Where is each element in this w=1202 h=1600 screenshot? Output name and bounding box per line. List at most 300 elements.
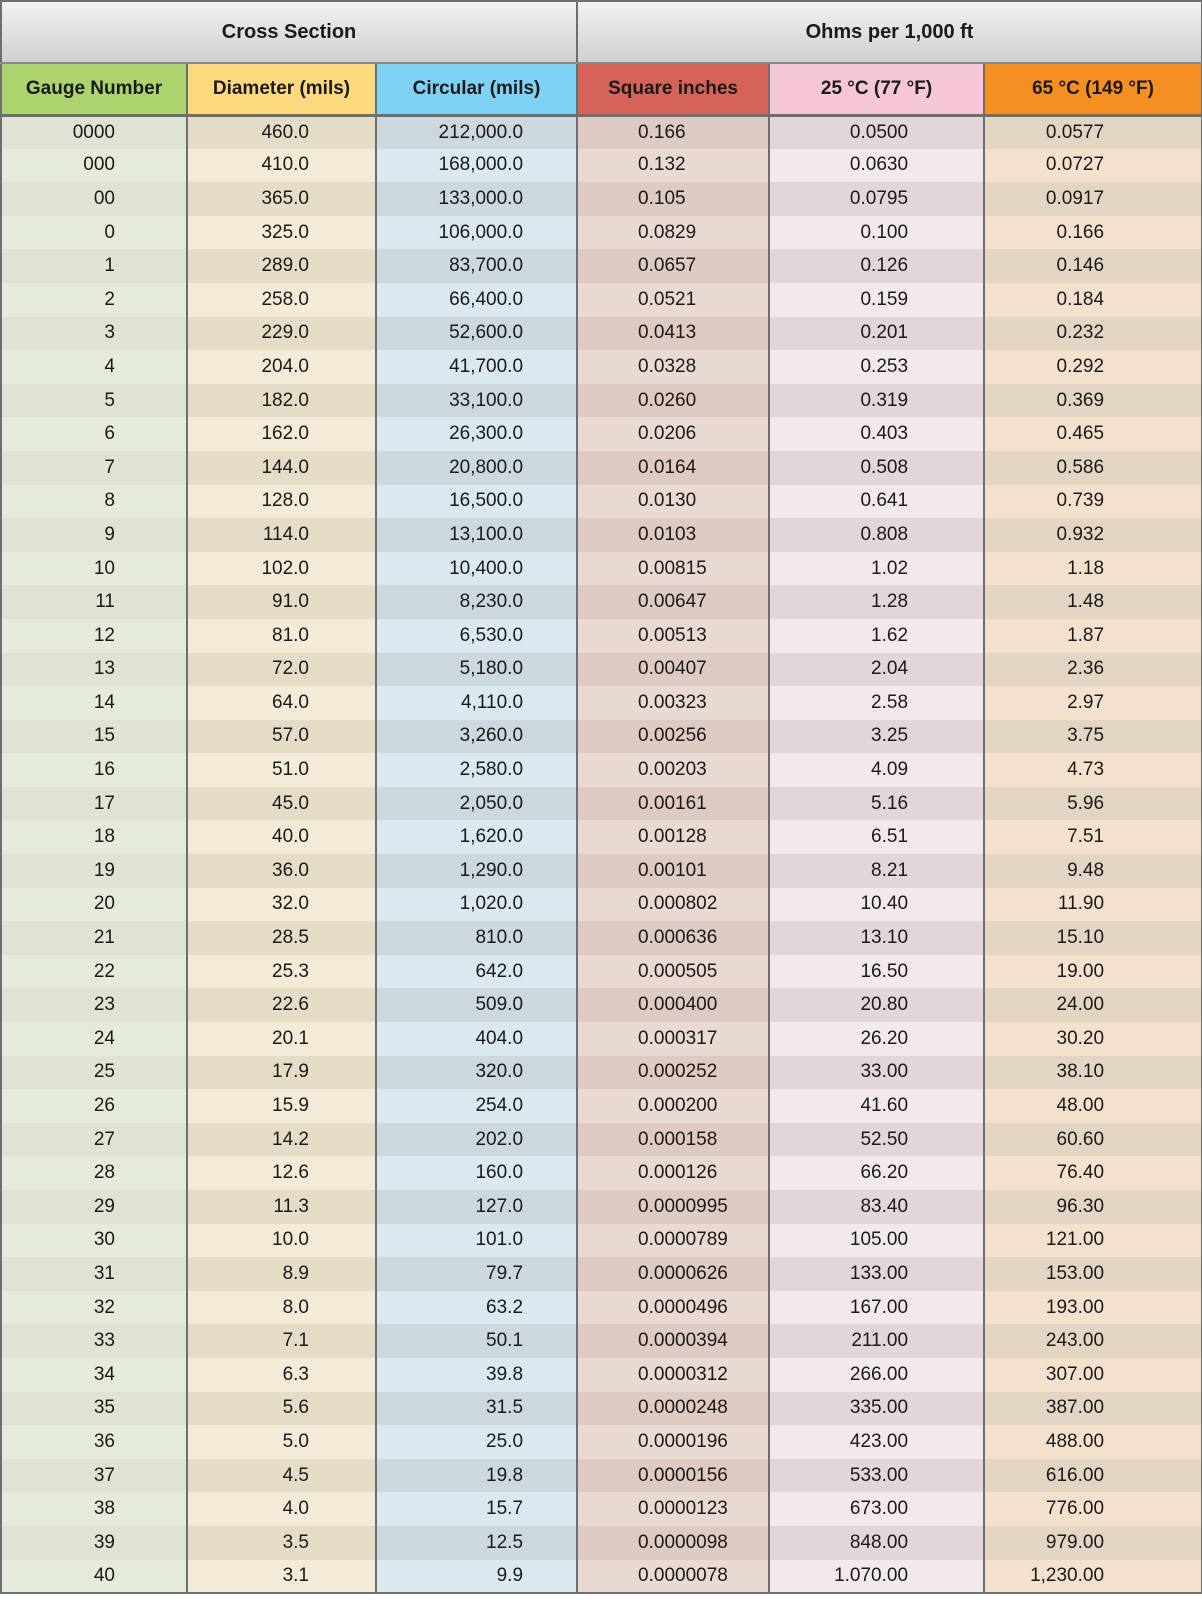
cell-gauge: 39 bbox=[1, 1526, 187, 1560]
table-row bbox=[1, 552, 1202, 586]
cell-diameter: 57.0 bbox=[187, 720, 376, 754]
cell-circular: 1,290.0 bbox=[376, 854, 577, 888]
cell-diameter: 8.9 bbox=[187, 1257, 376, 1291]
cell-circular: 810.0 bbox=[376, 921, 577, 955]
cell-circular: 4,110.0 bbox=[376, 686, 577, 720]
cell-square: 0.0000098 bbox=[577, 1526, 769, 1560]
cell-square: 0.00407 bbox=[577, 653, 769, 687]
table-row bbox=[1, 787, 1202, 821]
cell-gauge: 21 bbox=[1, 921, 187, 955]
cell-circular: 16,500.0 bbox=[376, 485, 577, 519]
cell-gauge: 14 bbox=[1, 686, 187, 720]
cell-gauge: 11 bbox=[1, 585, 187, 619]
group-header-row bbox=[1, 1, 1202, 63]
table-row bbox=[1, 1459, 1202, 1493]
cell-temp25: 533.00 bbox=[769, 1459, 984, 1493]
cell-gauge: 4 bbox=[1, 350, 187, 384]
cell-diameter: 64.0 bbox=[187, 686, 376, 720]
table-row bbox=[1, 720, 1202, 754]
cell-diameter: 17.9 bbox=[187, 1056, 376, 1090]
cell-temp65: 0.0577 bbox=[984, 115, 1202, 149]
cell-square: 0.0000156 bbox=[577, 1459, 769, 1493]
cell-gauge: 34 bbox=[1, 1358, 187, 1392]
table-row bbox=[1, 1156, 1202, 1190]
cell-square: 0.000158 bbox=[577, 1123, 769, 1157]
cell-temp65: 0.0917 bbox=[984, 182, 1202, 216]
cell-circular: 254.0 bbox=[376, 1089, 577, 1123]
table-row bbox=[1, 619, 1202, 653]
cell-diameter: 81.0 bbox=[187, 619, 376, 653]
cell-temp65: 19.00 bbox=[984, 955, 1202, 989]
cell-temp65: 2.97 bbox=[984, 686, 1202, 720]
cell-square: 0.000400 bbox=[577, 988, 769, 1022]
cell-gauge: 15 bbox=[1, 720, 187, 754]
cell-circular: 19.8 bbox=[376, 1459, 577, 1493]
cell-circular: 79.7 bbox=[376, 1257, 577, 1291]
cell-diameter: 102.0 bbox=[187, 552, 376, 586]
cell-diameter: 25.3 bbox=[187, 955, 376, 989]
cell-gauge: 10 bbox=[1, 552, 187, 586]
cell-temp65: 1.18 bbox=[984, 552, 1202, 586]
cell-circular: 1,020.0 bbox=[376, 888, 577, 922]
cell-diameter: 365.0 bbox=[187, 182, 376, 216]
cell-gauge: 40 bbox=[1, 1560, 187, 1594]
table-row bbox=[1, 1224, 1202, 1258]
cell-square: 0.0130 bbox=[577, 485, 769, 519]
table-row bbox=[1, 1056, 1202, 1090]
cell-circular: 106,000.0 bbox=[376, 216, 577, 250]
cell-circular: 212,000.0 bbox=[376, 115, 577, 149]
cell-temp25: 13.10 bbox=[769, 921, 984, 955]
cell-circular: 13,100.0 bbox=[376, 518, 577, 552]
cell-diameter: 182.0 bbox=[187, 384, 376, 418]
cell-temp25: 0.100 bbox=[769, 216, 984, 250]
cell-temp65: 9.48 bbox=[984, 854, 1202, 888]
cell-gauge: 27 bbox=[1, 1123, 187, 1157]
cell-square: 0.00128 bbox=[577, 820, 769, 854]
cell-square: 0.0328 bbox=[577, 350, 769, 384]
cell-temp25: 0.508 bbox=[769, 451, 984, 485]
cell-gauge: 25 bbox=[1, 1056, 187, 1090]
cell-square: 0.00161 bbox=[577, 787, 769, 821]
cell-square: 0.166 bbox=[577, 115, 769, 149]
cell-diameter: 15.9 bbox=[187, 1089, 376, 1123]
cell-temp25: 10.40 bbox=[769, 888, 984, 922]
cell-circular: 52,600.0 bbox=[376, 317, 577, 351]
cell-circular: 15.7 bbox=[376, 1492, 577, 1526]
cell-circular: 39.8 bbox=[376, 1358, 577, 1392]
cell-circular: 41,700.0 bbox=[376, 350, 577, 384]
cell-circular: 3,260.0 bbox=[376, 720, 577, 754]
cell-diameter: 4.5 bbox=[187, 1459, 376, 1493]
cell-square: 0.0000394 bbox=[577, 1324, 769, 1358]
cell-diameter: 410.0 bbox=[187, 149, 376, 183]
cell-temp25: 0.253 bbox=[769, 350, 984, 384]
cell-temp65: 0.146 bbox=[984, 249, 1202, 283]
cell-temp65: 979.00 bbox=[984, 1526, 1202, 1560]
cell-diameter: 4.0 bbox=[187, 1492, 376, 1526]
ohms-25c-header: 25 °C (77 °F) bbox=[769, 63, 984, 115]
table-row bbox=[1, 1358, 1202, 1392]
cell-temp65: 0.739 bbox=[984, 485, 1202, 519]
cell-temp65: 2.36 bbox=[984, 653, 1202, 687]
cell-temp65: 0.465 bbox=[984, 417, 1202, 451]
cell-circular: 127.0 bbox=[376, 1190, 577, 1224]
cell-gauge: 35 bbox=[1, 1392, 187, 1426]
cell-diameter: 3.5 bbox=[187, 1526, 376, 1560]
cell-temp25: 0.808 bbox=[769, 518, 984, 552]
table-row bbox=[1, 1257, 1202, 1291]
square-inches-header: Square inches bbox=[577, 63, 769, 115]
cell-temp25: 848.00 bbox=[769, 1526, 984, 1560]
table-row bbox=[1, 1526, 1202, 1560]
table-row bbox=[1, 1492, 1202, 1526]
cell-square: 0.0657 bbox=[577, 249, 769, 283]
cell-square: 0.0000248 bbox=[577, 1392, 769, 1426]
table-row bbox=[1, 485, 1202, 519]
cell-circular: 26,300.0 bbox=[376, 417, 577, 451]
cell-square: 0.0413 bbox=[577, 317, 769, 351]
cell-square: 0.0521 bbox=[577, 283, 769, 317]
cell-circular: 50.1 bbox=[376, 1324, 577, 1358]
cell-square: 0.000126 bbox=[577, 1156, 769, 1190]
cell-temp65: 616.00 bbox=[984, 1459, 1202, 1493]
cell-square: 0.00815 bbox=[577, 552, 769, 586]
cell-square: 0.0000312 bbox=[577, 1358, 769, 1392]
gauge-number-header: Gauge Number bbox=[1, 63, 187, 115]
cell-temp65: 5.96 bbox=[984, 787, 1202, 821]
cell-circular: 20,800.0 bbox=[376, 451, 577, 485]
cell-gauge: 32 bbox=[1, 1291, 187, 1325]
table-row bbox=[1, 820, 1202, 854]
cell-square: 0.0260 bbox=[577, 384, 769, 418]
cell-square: 0.000317 bbox=[577, 1022, 769, 1056]
cell-temp65: 387.00 bbox=[984, 1392, 1202, 1426]
cell-diameter: 204.0 bbox=[187, 350, 376, 384]
cell-square: 0.00256 bbox=[577, 720, 769, 754]
table-row bbox=[1, 283, 1202, 317]
cell-diameter: 51.0 bbox=[187, 753, 376, 787]
cell-temp65: 307.00 bbox=[984, 1358, 1202, 1392]
cell-square: 0.00101 bbox=[577, 854, 769, 888]
table-body bbox=[1, 115, 1202, 1593]
cell-temp65: 3.75 bbox=[984, 720, 1202, 754]
cell-gauge: 17 bbox=[1, 787, 187, 821]
cell-diameter: 36.0 bbox=[187, 854, 376, 888]
cell-temp25: 266.00 bbox=[769, 1358, 984, 1392]
cell-temp25: 1.02 bbox=[769, 552, 984, 586]
table-row bbox=[1, 753, 1202, 787]
cell-circular: 8,230.0 bbox=[376, 585, 577, 619]
cell-gauge: 13 bbox=[1, 653, 187, 687]
cell-gauge: 29 bbox=[1, 1190, 187, 1224]
cell-square: 0.000636 bbox=[577, 921, 769, 955]
cell-square: 0.00513 bbox=[577, 619, 769, 653]
cell-temp25: 0.0795 bbox=[769, 182, 984, 216]
cell-gauge: 31 bbox=[1, 1257, 187, 1291]
cell-diameter: 162.0 bbox=[187, 417, 376, 451]
cell-temp65: 96.30 bbox=[984, 1190, 1202, 1224]
cell-temp65: 0.292 bbox=[984, 350, 1202, 384]
cell-temp65: 193.00 bbox=[984, 1291, 1202, 1325]
cell-gauge: 37 bbox=[1, 1459, 187, 1493]
ohms-65c-header: 65 °C (149 °F) bbox=[984, 63, 1202, 115]
cell-temp25: 105.00 bbox=[769, 1224, 984, 1258]
cell-diameter: 14.2 bbox=[187, 1123, 376, 1157]
cell-circular: 2,580.0 bbox=[376, 753, 577, 787]
cell-circular: 33,100.0 bbox=[376, 384, 577, 418]
cell-circular: 83,700.0 bbox=[376, 249, 577, 283]
cell-temp25: 5.16 bbox=[769, 787, 984, 821]
cell-temp25: 0.641 bbox=[769, 485, 984, 519]
cross-section-header: Cross Section bbox=[1, 1, 577, 63]
table-row bbox=[1, 149, 1202, 183]
table-row bbox=[1, 384, 1202, 418]
cell-temp25: 20.80 bbox=[769, 988, 984, 1022]
cell-temp25: 0.159 bbox=[769, 283, 984, 317]
cell-circular: 101.0 bbox=[376, 1224, 577, 1258]
cell-circular: 31.5 bbox=[376, 1392, 577, 1426]
cell-circular: 5,180.0 bbox=[376, 653, 577, 687]
cell-circular: 25.0 bbox=[376, 1425, 577, 1459]
cell-circular: 2,050.0 bbox=[376, 787, 577, 821]
table-row bbox=[1, 518, 1202, 552]
cell-temp25: 2.04 bbox=[769, 653, 984, 687]
table-row bbox=[1, 1089, 1202, 1123]
cell-gauge: 12 bbox=[1, 619, 187, 653]
ohms-per-1000ft-header: Ohms per 1,000 ft bbox=[577, 1, 1202, 63]
table-row bbox=[1, 451, 1202, 485]
cell-gauge: 24 bbox=[1, 1022, 187, 1056]
cell-diameter: 10.0 bbox=[187, 1224, 376, 1258]
cell-temp25: 41.60 bbox=[769, 1089, 984, 1123]
cell-temp25: 66.20 bbox=[769, 1156, 984, 1190]
cell-temp65: 48.00 bbox=[984, 1089, 1202, 1123]
cell-temp65: 153.00 bbox=[984, 1257, 1202, 1291]
cell-circular: 642.0 bbox=[376, 955, 577, 989]
cell-diameter: 144.0 bbox=[187, 451, 376, 485]
cell-square: 0.00647 bbox=[577, 585, 769, 619]
cell-square: 0.132 bbox=[577, 149, 769, 183]
table-row bbox=[1, 1190, 1202, 1224]
cell-square: 0.0000789 bbox=[577, 1224, 769, 1258]
cell-temp25: 1.62 bbox=[769, 619, 984, 653]
cell-temp25: 4.09 bbox=[769, 753, 984, 787]
cell-square: 0.105 bbox=[577, 182, 769, 216]
cell-diameter: 325.0 bbox=[187, 216, 376, 250]
cell-gauge: 38 bbox=[1, 1492, 187, 1526]
cell-temp65: 24.00 bbox=[984, 988, 1202, 1022]
table-row bbox=[1, 1392, 1202, 1426]
cell-gauge: 18 bbox=[1, 820, 187, 854]
cell-gauge: 7 bbox=[1, 451, 187, 485]
cell-diameter: 12.6 bbox=[187, 1156, 376, 1190]
cell-gauge: 22 bbox=[1, 955, 187, 989]
cell-gauge: 28 bbox=[1, 1156, 187, 1190]
cell-diameter: 20.1 bbox=[187, 1022, 376, 1056]
cell-square: 0.00323 bbox=[577, 686, 769, 720]
cell-temp25: 8.21 bbox=[769, 854, 984, 888]
cell-gauge: 1 bbox=[1, 249, 187, 283]
cell-gauge: 33 bbox=[1, 1324, 187, 1358]
cell-diameter: 128.0 bbox=[187, 485, 376, 519]
cell-temp65: 776.00 bbox=[984, 1492, 1202, 1526]
cell-temp25: 0.0630 bbox=[769, 149, 984, 183]
cell-square: 0.0000995 bbox=[577, 1190, 769, 1224]
table-row bbox=[1, 317, 1202, 351]
cell-temp25: 423.00 bbox=[769, 1425, 984, 1459]
cell-gauge: 19 bbox=[1, 854, 187, 888]
cell-temp25: 133.00 bbox=[769, 1257, 984, 1291]
table-row bbox=[1, 921, 1202, 955]
table-row bbox=[1, 1324, 1202, 1358]
cell-diameter: 5.0 bbox=[187, 1425, 376, 1459]
cell-temp65: 1.48 bbox=[984, 585, 1202, 619]
cell-square: 0.00203 bbox=[577, 753, 769, 787]
cell-gauge: 36 bbox=[1, 1425, 187, 1459]
cell-temp65: 1.87 bbox=[984, 619, 1202, 653]
cell-gauge: 23 bbox=[1, 988, 187, 1022]
cell-temp65: 0.184 bbox=[984, 283, 1202, 317]
cell-square: 0.0000196 bbox=[577, 1425, 769, 1459]
cell-temp65: 0.369 bbox=[984, 384, 1202, 418]
cell-temp65: 38.10 bbox=[984, 1056, 1202, 1090]
cell-diameter: 3.1 bbox=[187, 1560, 376, 1594]
cell-gauge: 6 bbox=[1, 417, 187, 451]
cell-temp65: 0.932 bbox=[984, 518, 1202, 552]
cell-gauge: 20 bbox=[1, 888, 187, 922]
table-row bbox=[1, 216, 1202, 250]
cell-gauge: 8 bbox=[1, 485, 187, 519]
cell-temp65: 0.0727 bbox=[984, 149, 1202, 183]
cell-circular: 133,000.0 bbox=[376, 182, 577, 216]
table-row bbox=[1, 249, 1202, 283]
circular-mils-header: Circular (mils) bbox=[376, 63, 577, 115]
table-row bbox=[1, 350, 1202, 384]
cell-gauge: 2 bbox=[1, 283, 187, 317]
cell-temp25: 1.28 bbox=[769, 585, 984, 619]
cell-diameter: 460.0 bbox=[187, 115, 376, 149]
cell-square: 0.000200 bbox=[577, 1089, 769, 1123]
cell-temp25: 673.00 bbox=[769, 1492, 984, 1526]
cell-circular: 1,620.0 bbox=[376, 820, 577, 854]
cell-gauge: 30 bbox=[1, 1224, 187, 1258]
cell-circular: 320.0 bbox=[376, 1056, 577, 1090]
cell-temp25: 0.319 bbox=[769, 384, 984, 418]
cell-temp65: 15.10 bbox=[984, 921, 1202, 955]
cell-gauge: 0000 bbox=[1, 115, 187, 149]
cell-circular: 10,400.0 bbox=[376, 552, 577, 586]
cell-square: 0.0000123 bbox=[577, 1492, 769, 1526]
cell-temp25: 52.50 bbox=[769, 1123, 984, 1157]
cell-square: 0.000505 bbox=[577, 955, 769, 989]
cell-temp65: 60.60 bbox=[984, 1123, 1202, 1157]
cell-square: 0.0000078 bbox=[577, 1560, 769, 1594]
table-row bbox=[1, 686, 1202, 720]
cell-diameter: 45.0 bbox=[187, 787, 376, 821]
cell-circular: 9.9 bbox=[376, 1560, 577, 1594]
table-row bbox=[1, 854, 1202, 888]
cell-temp65: 0.166 bbox=[984, 216, 1202, 250]
cell-temp65: 7.51 bbox=[984, 820, 1202, 854]
cell-gauge: 26 bbox=[1, 1089, 187, 1123]
table-row bbox=[1, 585, 1202, 619]
cell-gauge: 0 bbox=[1, 216, 187, 250]
cell-diameter: 11.3 bbox=[187, 1190, 376, 1224]
cell-gauge: 5 bbox=[1, 384, 187, 418]
cell-circular: 509.0 bbox=[376, 988, 577, 1022]
cell-circular: 168,000.0 bbox=[376, 149, 577, 183]
table-row bbox=[1, 653, 1202, 687]
cell-diameter: 5.6 bbox=[187, 1392, 376, 1426]
cell-circular: 66,400.0 bbox=[376, 283, 577, 317]
cell-temp65: 11.90 bbox=[984, 888, 1202, 922]
cell-temp25: 83.40 bbox=[769, 1190, 984, 1224]
table-row bbox=[1, 1425, 1202, 1459]
table-row bbox=[1, 1022, 1202, 1056]
cell-square: 0.000252 bbox=[577, 1056, 769, 1090]
cell-temp25: 2.58 bbox=[769, 686, 984, 720]
cell-temp25: 6.51 bbox=[769, 820, 984, 854]
cell-diameter: 22.6 bbox=[187, 988, 376, 1022]
cell-diameter: 229.0 bbox=[187, 317, 376, 351]
cell-temp65: 30.20 bbox=[984, 1022, 1202, 1056]
cell-gauge: 3 bbox=[1, 317, 187, 351]
cell-square: 0.0000626 bbox=[577, 1257, 769, 1291]
cell-temp25: 167.00 bbox=[769, 1291, 984, 1325]
cell-temp25: 0.126 bbox=[769, 249, 984, 283]
cell-gauge: 000 bbox=[1, 149, 187, 183]
cell-square: 0.0829 bbox=[577, 216, 769, 250]
cell-temp65: 76.40 bbox=[984, 1156, 1202, 1190]
cell-diameter: 40.0 bbox=[187, 820, 376, 854]
cell-temp25: 211.00 bbox=[769, 1324, 984, 1358]
cell-diameter: 8.0 bbox=[187, 1291, 376, 1325]
cell-diameter: 28.5 bbox=[187, 921, 376, 955]
cell-temp25: 0.0500 bbox=[769, 115, 984, 149]
cell-temp65: 4.73 bbox=[984, 753, 1202, 787]
cell-diameter: 32.0 bbox=[187, 888, 376, 922]
cell-square: 0.0103 bbox=[577, 518, 769, 552]
cell-gauge: 9 bbox=[1, 518, 187, 552]
cell-diameter: 6.3 bbox=[187, 1358, 376, 1392]
cell-temp25: 1.070.00 bbox=[769, 1560, 984, 1594]
cell-square: 0.0206 bbox=[577, 417, 769, 451]
table-row bbox=[1, 988, 1202, 1022]
table-row bbox=[1, 1560, 1202, 1594]
cell-temp25: 16.50 bbox=[769, 955, 984, 989]
cell-circular: 202.0 bbox=[376, 1123, 577, 1157]
cell-diameter: 91.0 bbox=[187, 585, 376, 619]
cell-circular: 160.0 bbox=[376, 1156, 577, 1190]
table-row bbox=[1, 417, 1202, 451]
cell-temp65: 0.232 bbox=[984, 317, 1202, 351]
cell-circular: 6,530.0 bbox=[376, 619, 577, 653]
cell-temp65: 243.00 bbox=[984, 1324, 1202, 1358]
cell-diameter: 289.0 bbox=[187, 249, 376, 283]
cell-temp65: 0.586 bbox=[984, 451, 1202, 485]
cell-temp25: 26.20 bbox=[769, 1022, 984, 1056]
cell-temp65: 488.00 bbox=[984, 1425, 1202, 1459]
cell-diameter: 258.0 bbox=[187, 283, 376, 317]
cell-diameter: 7.1 bbox=[187, 1324, 376, 1358]
cell-gauge: 00 bbox=[1, 182, 187, 216]
table-row bbox=[1, 1123, 1202, 1157]
table-row bbox=[1, 182, 1202, 216]
cell-temp25: 33.00 bbox=[769, 1056, 984, 1090]
cell-temp65: 121.00 bbox=[984, 1224, 1202, 1258]
diameter-header: Diameter (mils) bbox=[187, 63, 376, 115]
